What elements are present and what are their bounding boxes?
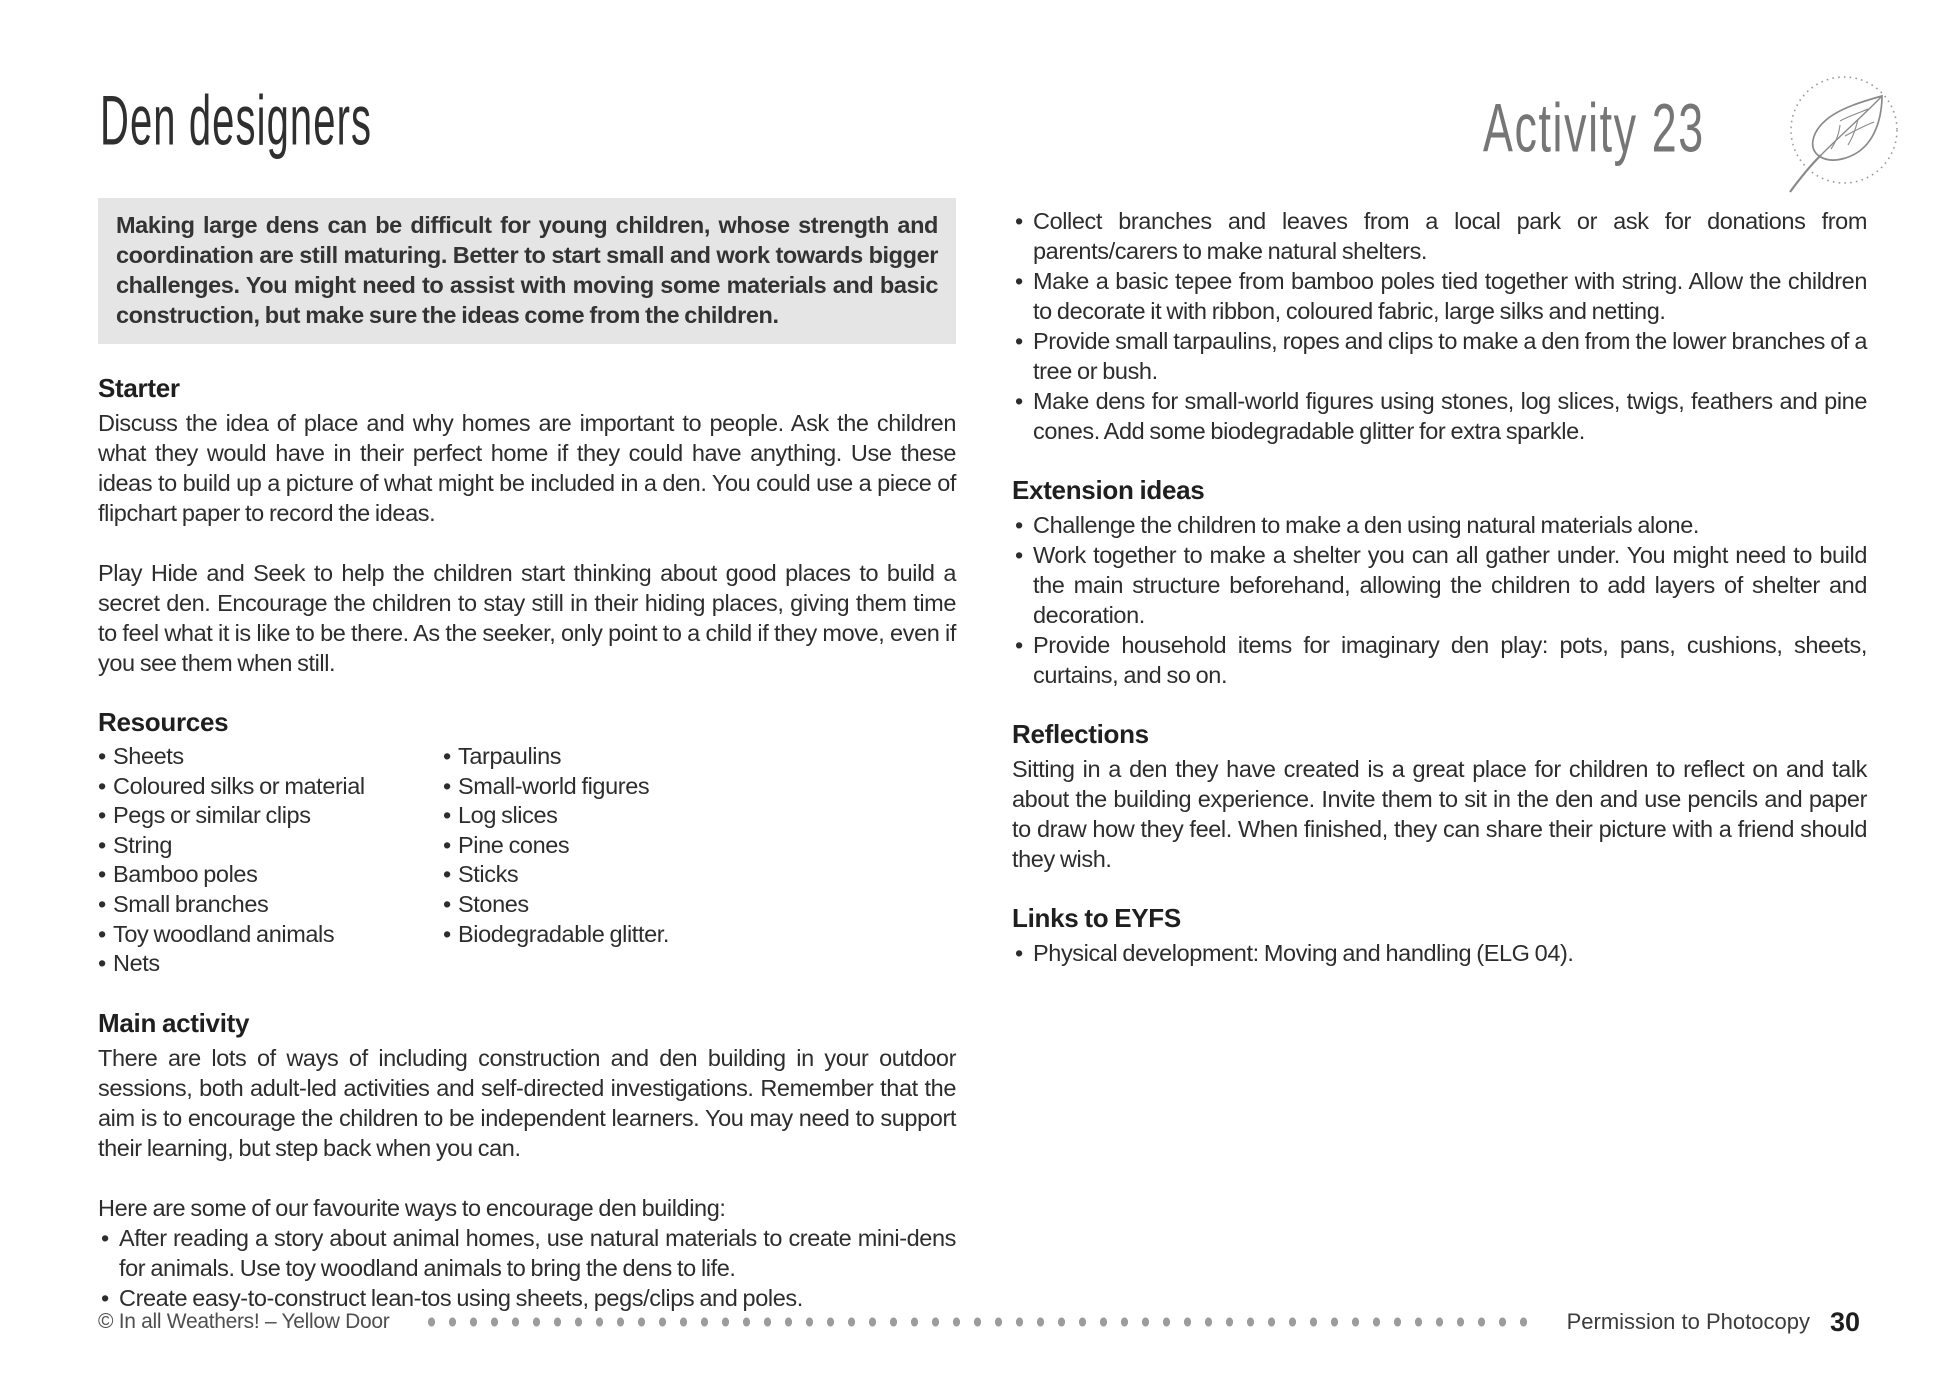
resource-item: • Small-world figures [443, 772, 956, 802]
page-number: 30 [1829, 1306, 1860, 1337]
intro-note: Making large dens can be difficult for young children, whose strength and coordination are still maturing. Better to start small and work towards bigger challenges. You might need to assist with moving some materials and basic construction, but make sure the ideas come from the children. [98, 198, 956, 344]
extension-bullet: • Provide household items for imaginary den play: pots, pans, cushions, sheets, curtains, and so on. [1012, 630, 1867, 690]
page-footer [98, 1304, 1860, 1340]
eyfs-link-bullet: • Physical development: Moving and handling (ELG 04). [1012, 938, 1867, 968]
resource-item: • Tarpaulins [443, 742, 956, 772]
resources-list [98, 742, 956, 979]
main-activity-bullet: • Create easy-to-construct lean-tos using sheets, pegs/clips and poles. [98, 1283, 956, 1313]
resource-item: • Coloured silks or material [98, 772, 443, 802]
resources-column-1 [98, 742, 443, 979]
resource-item: • Nets [98, 949, 443, 979]
dotted-divider [421, 1316, 1538, 1328]
main-activity-paragraph: There are lots of ways of including construction and den building in your outdoor sessions, both adult-led activities and self-directed investigations. Remember that the aim is to encourage the children to be independent learners. You may need to support their learning, but step back when you can. [98, 1044, 956, 1161]
leaf-icon [1768, 62, 1918, 202]
page-title: Den designers [100, 82, 373, 161]
idea-bullet: • Collect branches and leaves from a local park or ask for donations from parents/carers to make natural shelters. [1012, 206, 1867, 266]
resource-item: • Log slices [443, 801, 956, 831]
resource-item: • String [98, 831, 443, 861]
idea-bullet: • Make dens for small-world figures using stones, log slices, twigs, feathers and pine cones. Add some biodegradable glitter for extra sparkle. [1012, 386, 1867, 446]
resource-item: • Biodegradable glitter. [443, 920, 956, 950]
extension-bullet: • Work together to make a shelter you can all gather under. You might need to build the main structure beforehand, allowing the children to add layers of shelter and decoration. [1012, 540, 1867, 630]
reflections-paragraph: Sitting in a den they have created is a great place for children to reflect on and talk about the building experience. Invite them to sit in the den and use pencils and paper to draw how they feel. When finished, they can share their picture with a friend should they wish. [1012, 756, 1867, 872]
right-column [1012, 198, 1867, 968]
permission-text: Permission to Photocopy [1566, 1309, 1810, 1334]
resource-item: • Sticks [443, 860, 956, 890]
starter-paragraph: Discuss the idea of place and why homes are important to people. Ask the children what they would have in their perfect home if they could have anything. Use these ideas to build up a picture of what might be included in a den. You could use a piece of flipchart paper to record the ideas. [98, 410, 956, 526]
section-heading-main-activity: Main activity [98, 1007, 250, 1038]
resource-item: • Sheets [98, 742, 443, 772]
section-heading-links-to-eyfs: Links to EYFS [1012, 903, 1181, 933]
copyright-text: © In all Weathers! – Yellow Door [98, 1310, 390, 1333]
section-heading-resources: Resources [98, 707, 229, 737]
resource-item: • Stones [443, 890, 956, 920]
idea-bullet: • Make a basic tepee from bamboo poles tied together with string. Allow the children to decorate it with ribbon, coloured fabric, large silks and netting. [1012, 266, 1867, 326]
resources-column-2 [443, 742, 956, 979]
idea-bullet: • Provide small tarpaulins, ropes and clips to make a den from the lower branches of a tree or bush. [1012, 326, 1867, 386]
resource-item: • Pegs or similar clips [98, 801, 443, 831]
section-heading-extension-ideas: Extension ideas [1012, 475, 1205, 505]
resource-item: • Pine cones [443, 831, 956, 861]
resource-item: • Bamboo poles [98, 860, 443, 890]
main-activity-lead: Here are some of our favourite ways to encourage den building: [98, 1194, 726, 1221]
section-heading-starter: Starter [98, 373, 180, 403]
section-heading-reflections: Reflections [1012, 719, 1149, 749]
main-activity-bullet: • After reading a story about animal homes, use natural materials to create mini-dens for animals. Use toy woodland animals to bring the dens to life. [98, 1223, 956, 1283]
activity-number: Activity 23 [1483, 89, 1705, 166]
left-column [98, 198, 956, 1313]
resource-item: • Toy woodland animals [98, 920, 443, 950]
resource-item: • Small branches [98, 890, 443, 920]
starter-paragraph: Play Hide and Seek to help the children start thinking about good places to build a secret den. Encourage the children to stay still in their hiding places, giving them time to feel what it is like to be there. As the seeker, only point to a child if they move, even if you see them when still. [98, 560, 956, 676]
extension-bullet: • Challenge the children to make a den using natural materials alone. [1012, 510, 1867, 540]
